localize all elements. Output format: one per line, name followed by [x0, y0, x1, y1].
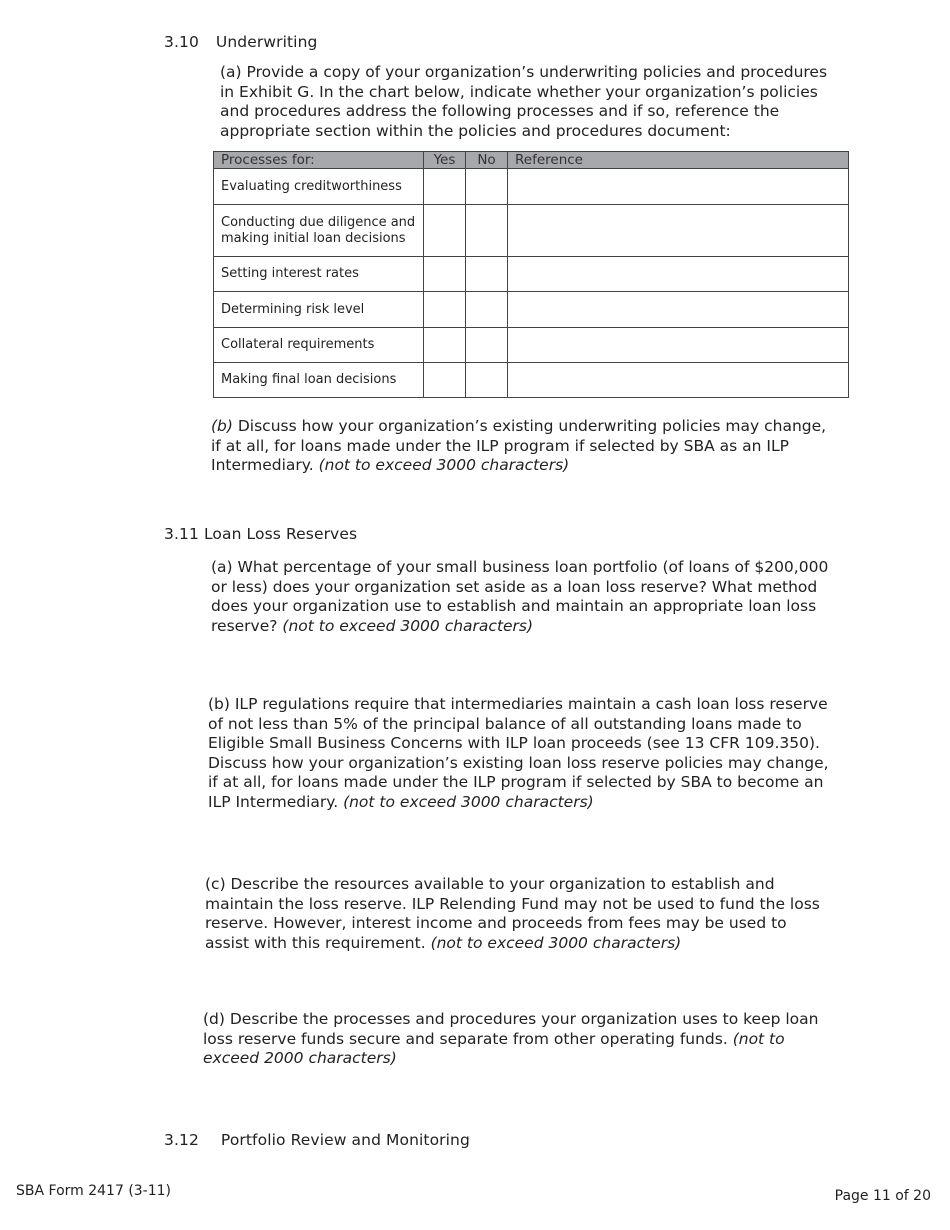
process-label: Conducting due diligence and making initial loan decisions [214, 205, 424, 257]
table-row [214, 363, 849, 398]
underwriting-process-table [213, 151, 849, 398]
no-cell[interactable] [466, 328, 508, 363]
page-number: Page 11 of 20 [834, 1188, 931, 1204]
header-reference: Reference [508, 152, 849, 169]
part-d-limit: (not to exceed 2000 characters) [203, 1029, 785, 1068]
yes-cell[interactable] [424, 328, 466, 363]
part-a-text: (a) What percentage of your small business loan portfolio (of loans of $200,000 or less) does your organization set aside as a loan loss reserve? What method does your organization use to establish and maintain an appropriate loan loss reserve? [211, 558, 829, 635]
reference-cell[interactable] [508, 169, 849, 205]
yes-cell[interactable] [424, 363, 466, 398]
table-row [214, 205, 849, 257]
reference-cell[interactable] [508, 363, 849, 398]
reference-cell[interactable] [508, 292, 849, 328]
header-no: No [466, 152, 508, 169]
process-label: Collateral requirements [214, 328, 424, 363]
yes-cell[interactable] [424, 292, 466, 328]
process-label: Making final loan decisions [214, 363, 424, 398]
no-cell[interactable] [466, 292, 508, 328]
section-3-11-part-b [208, 695, 838, 813]
process-label: Setting interest rates [214, 257, 424, 292]
no-cell[interactable] [466, 363, 508, 398]
reference-cell[interactable] [508, 205, 849, 257]
part-d-text: (d) Describe the processes and procedures your organization uses to keep loan loss reserve funds secure and separate from other operating funds. [203, 1010, 819, 1048]
part-c-limit: (not to exceed 3000 characters) [430, 933, 682, 952]
part-c-text: (c) Describe the resources available to your organization to establish and maintain the loss reserve. ILP Relending Fund may not be used to fund the loss reserve. However, interest income and proceeds from fees may be used to assist with this requirement. [205, 875, 820, 952]
form-id: SBA Form 2417 (3-11) [16, 1183, 172, 1199]
section-3-11-part-c [205, 875, 830, 953]
part-b-label: (b) [211, 417, 233, 435]
yes-cell[interactable] [424, 169, 466, 205]
section-3-10-part-b [211, 417, 836, 476]
no-cell[interactable] [466, 205, 508, 257]
section-3-11-part-a [211, 558, 841, 636]
part-b-text: (b) ILP regulations require that intermediaries maintain a cash loan loss reserve of not less than 5% of the principal balance of all outstanding loans made to Eligible Small Business Concerns with ILP loan proceeds (see 13 CFR 109.350). Discuss how your organization’s existing loan loss reserve policies may change, if at all, for loans made under the ILP program if selected by SBA to become an ILP Intermediary. [208, 695, 829, 811]
reference-cell[interactable] [508, 328, 849, 363]
reference-cell[interactable] [508, 257, 849, 292]
table-row [214, 292, 849, 328]
header-yes: Yes [424, 152, 466, 169]
section-3-12-heading [164, 1131, 470, 1149]
part-b-text: Discuss how your organization’s existing underwriting policies may change, if at all, for loans made under the ILP program if selected by SBA as an ILP Intermediary. [211, 417, 827, 475]
header-processes: Processes for: [214, 152, 424, 169]
section-number: 3.10 [164, 33, 199, 51]
section-number: 3.12 [164, 1131, 199, 1149]
no-cell[interactable] [466, 257, 508, 292]
yes-cell[interactable] [424, 205, 466, 257]
table-row [214, 169, 849, 205]
table-header-row [214, 152, 849, 169]
process-label: Determining risk level [214, 292, 424, 328]
table-row [214, 257, 849, 292]
part-a-limit: (not to exceed 3000 characters) [282, 616, 534, 635]
section-title: Portfolio Review and Monitoring [220, 1131, 470, 1149]
yes-cell[interactable] [424, 257, 466, 292]
part-b-limit: (not to exceed 3000 characters) [318, 456, 570, 475]
process-label: Evaluating creditworthiness [214, 169, 424, 205]
section-3-11-heading: 3.11 Loan Loss Reserves [164, 525, 358, 543]
section-3-11-part-d [203, 1010, 828, 1069]
section-title: Underwriting [215, 33, 318, 51]
table-row [214, 328, 849, 363]
no-cell[interactable] [466, 169, 508, 205]
part-b-limit: (not to exceed 3000 characters) [343, 792, 594, 811]
section-3-10-part-a: (a) Provide a copy of your organization’s underwriting policies and procedures in Exhibit G. In the chart below, indicate whether your organization’s policies and procedures address the following processes and if so, reference the appropriate section within the policies and procedures document: [220, 63, 828, 140]
section-3-10-heading [164, 33, 317, 51]
